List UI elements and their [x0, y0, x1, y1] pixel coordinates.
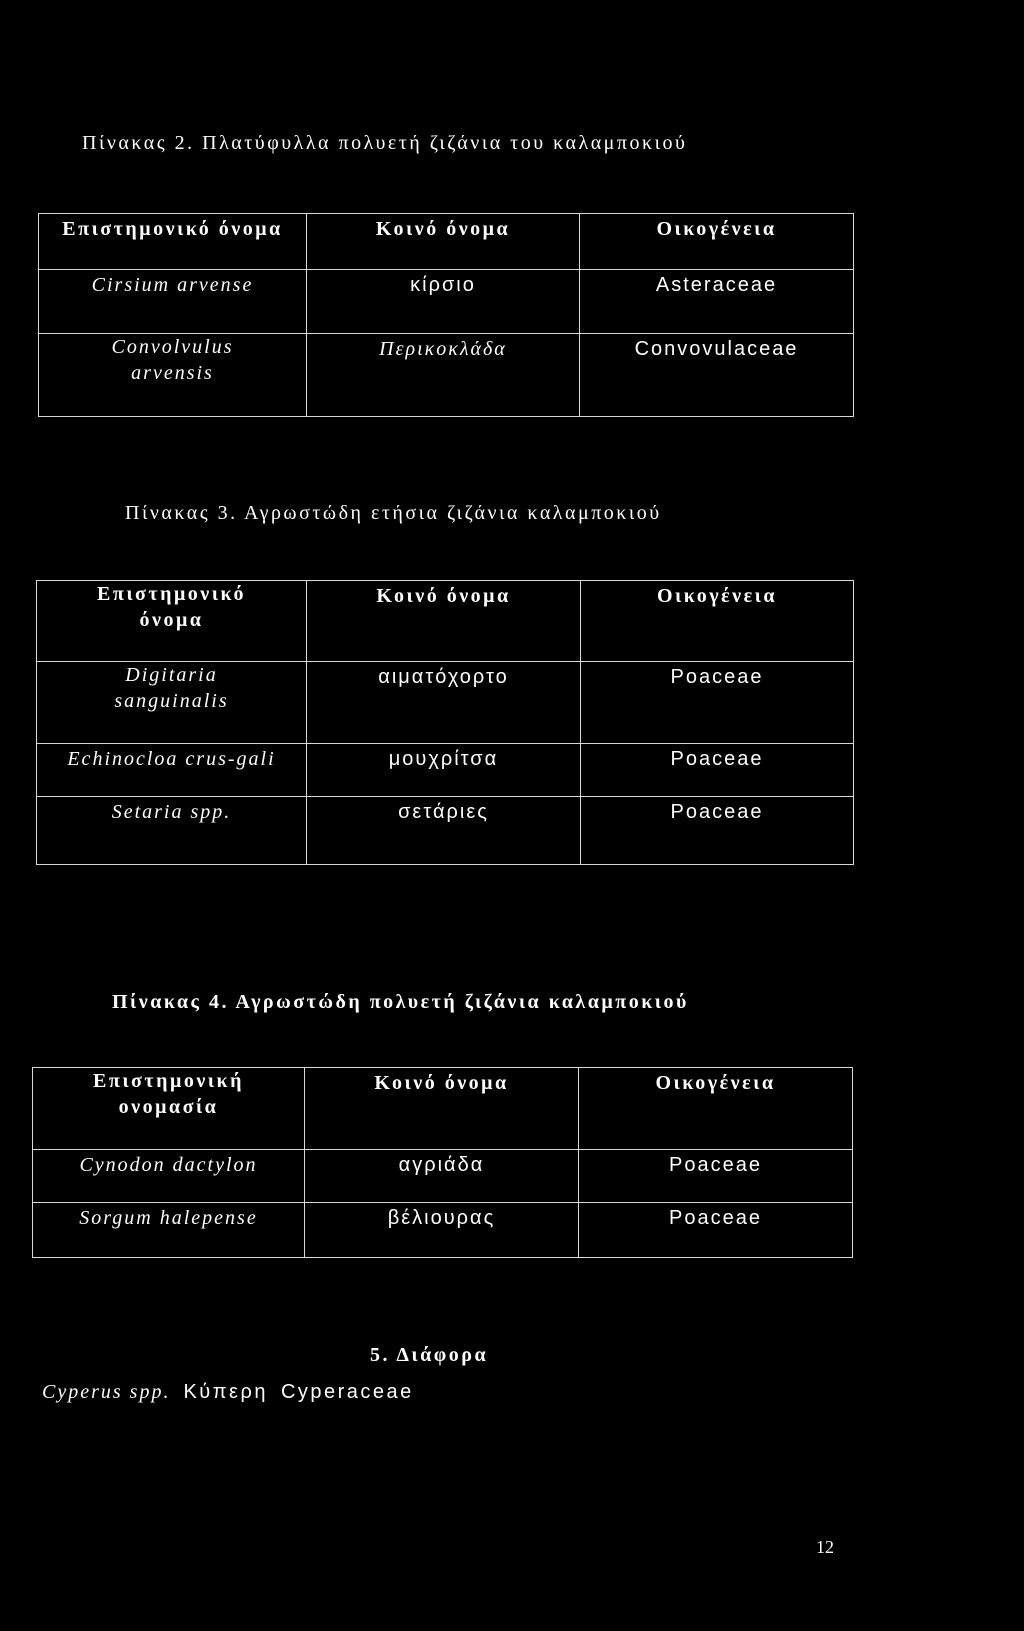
table4-cell-common: αγριάδα	[305, 1150, 579, 1203]
table3-cell-scientific: Echinocloa crus-gali	[37, 744, 307, 797]
table4-header-common: Κοινό όνομα	[305, 1068, 579, 1150]
table3-cell-common: μουχρίτσα	[307, 744, 581, 797]
table4-cell-scientific: Sorgum halepense	[33, 1203, 305, 1258]
table2-header-scientific: Επιστημονικό όνομα	[39, 214, 307, 270]
table2-title: Πίνακας 2. Πλατύφυλλα πολυετή ζιζάνια του καλαμποκιού	[82, 132, 688, 154]
table4-header-family: Οικογένεια	[579, 1068, 853, 1150]
page-number: 12	[816, 1537, 834, 1557]
section5-entry-scientific: Cyperus spp.	[42, 1381, 171, 1403]
table4-cell-common: βέλιουρας	[305, 1203, 579, 1258]
table3-cell-scientific: Setaria spp.	[37, 797, 307, 865]
table3-header-scientific: Επιστημονικό όνομα	[37, 581, 307, 662]
table-row	[39, 270, 854, 334]
table4-header-row	[33, 1068, 853, 1150]
table3	[36, 580, 854, 865]
table2-cell-family: Convovulaceae	[580, 334, 854, 417]
table-row	[37, 662, 854, 744]
section5-entry-family: Cyperaceae	[280, 1381, 414, 1403]
table2-cell-scientific: Cirsium arvense	[39, 270, 307, 334]
table3-header-row	[37, 581, 854, 662]
table2-cell-common: κίρσιο	[307, 270, 580, 334]
table2-header-row	[39, 214, 854, 270]
table2-cell-scientific: Convolvulus arvensis	[39, 334, 307, 417]
table2-header-common: Κοινό όνομα	[307, 214, 580, 270]
table3-title: Πίνακας 3. Αγρωστώδη ετήσια ζιζάνια καλαμποκιού	[125, 502, 662, 524]
table-row	[33, 1150, 853, 1203]
table2	[38, 213, 854, 417]
table3-cell-family: Poaceae	[581, 662, 854, 744]
table3-cell-scientific: Digitaria sanguinalis	[37, 662, 307, 744]
table4-cell-scientific: Cynodon dactylon	[33, 1150, 305, 1203]
table2-cell-common: Περικοκλάδα	[307, 334, 580, 417]
table4-cell-family: Poaceae	[579, 1150, 853, 1203]
section5-entry	[42, 1381, 414, 1404]
table-row	[33, 1203, 853, 1258]
section5-heading: 5. Διάφορα	[370, 1344, 489, 1366]
table3-header-family: Οικογένεια	[581, 581, 854, 662]
table3-cell-common: αιματόχορτο	[307, 662, 581, 744]
table-row	[37, 744, 854, 797]
table-row	[39, 334, 854, 417]
table4-title: Πίνακας 4. Αγρωστώδη πολυετή ζιζάνια καλαμποκιού	[112, 991, 689, 1013]
table4-header-scientific: Επιστημονική ονομασία	[33, 1068, 305, 1150]
table4-cell-family: Poaceae	[579, 1203, 853, 1258]
table2-cell-family: Asteraceae	[580, 270, 854, 334]
section5-entry-common: Κύπερη	[183, 1381, 268, 1403]
table-row	[37, 797, 854, 865]
table3-cell-family: Poaceae	[581, 797, 854, 865]
table3-cell-family: Poaceae	[581, 744, 854, 797]
table2-header-family: Οικογένεια	[580, 214, 854, 270]
table4	[32, 1067, 853, 1258]
table3-header-common: Κοινό όνομα	[307, 581, 581, 662]
table3-cell-common: σετάριες	[307, 797, 581, 865]
